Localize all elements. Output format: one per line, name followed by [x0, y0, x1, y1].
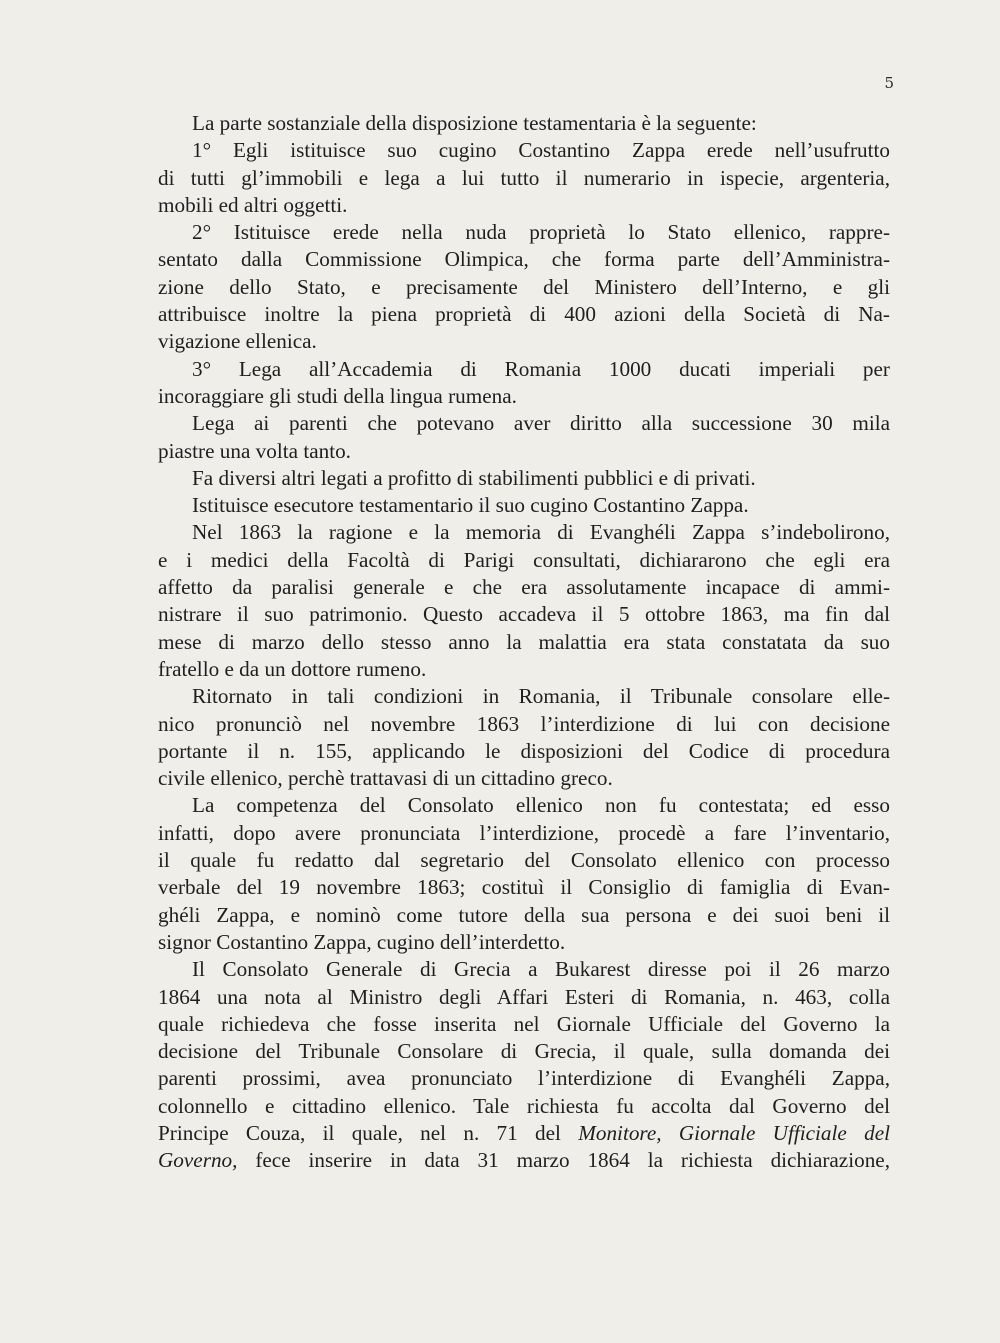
- text-line: infatti, dopo avere pronunciata l’interdizione, procedè a fare l’inventario,: [158, 820, 890, 845]
- paragraph: [158, 683, 890, 792]
- text-line: Nel 1863 la ragione e la memoria di Evanghéli Zappa s’indebolirono,: [192, 520, 890, 545]
- text-line: vigazione ellenica.: [158, 329, 317, 354]
- text-line: 3° Lega all’Accademia di Romania 1000 ducati imperiali per: [192, 356, 890, 381]
- text-line: Il Consolato Generale di Grecia a Bukarest diresse poi il 26 marzo: [192, 957, 890, 982]
- paragraph: [158, 792, 890, 956]
- text-line: La competenza del Consolato ellenico non fu contestata; ed esso: [192, 793, 890, 818]
- paragraph: [158, 519, 890, 683]
- text-line: Lega ai parenti che potevano aver diritto alla successione 30 mila: [192, 411, 890, 436]
- italic-title: Monitore, Giornale Ufficiale del: [578, 1120, 890, 1145]
- text-line: 2° Istituisce erede nella nuda proprietà lo Stato ellenico, rappre-: [192, 220, 890, 245]
- text-line: signor Costantino Zappa, cugino dell’interdetto.: [158, 929, 566, 954]
- text-line: parenti prossimi, avea pronunciato l’interdizione di Evanghéli Zappa,: [158, 1066, 890, 1091]
- text-line: e i medici della Facoltà di Parigi consultati, dichiararono che egli era: [158, 547, 890, 572]
- text-line: il quale fu redatto dal segretario del Consolato ellenico con processo: [158, 848, 890, 873]
- paragraph: [158, 110, 890, 137]
- text-line: quale richiedeva che fosse inserita nel Giornale Ufficiale del Governo la: [158, 1011, 890, 1036]
- paragraph: [158, 465, 890, 492]
- text-line: piastre una volta tanto.: [158, 438, 351, 463]
- text-line: colonnello e cittadino ellenico. Tale richiesta fu accolta dal Governo del: [158, 1093, 890, 1118]
- text-line: 1° Egli istituisce suo cugino Costantino Zappa erede nell’usufrutto: [192, 138, 890, 163]
- text-line: affetto da paralisi generale e che era assolutamente incapace di ammi-: [158, 575, 890, 600]
- text-line-mixed: [158, 1120, 890, 1147]
- text-line: zione dello Stato, e precisamente del Ministero dell’Interno, e gli: [158, 274, 890, 299]
- page-number: 5: [884, 74, 894, 92]
- text-line: ghéli Zappa, e nominò come tutore della sua persona e dei suoi beni il: [158, 902, 890, 927]
- text-line: La parte sostanziale della disposizione testamentaria è la seguente:: [192, 111, 757, 135]
- text-line: Istituisce esecutore testamentario il suo cugino Costantino Zappa.: [192, 493, 749, 518]
- text-line-mixed: [158, 1147, 890, 1174]
- text-line: civile ellenico, perchè trattavasi di un cittadino greco.: [158, 766, 613, 791]
- paragraph: [158, 356, 890, 411]
- text-line: portante il n. 155, applicando le disposizioni del Codice di procedura: [158, 738, 890, 763]
- paragraph: [158, 137, 890, 219]
- paragraph: [158, 219, 890, 355]
- text-line: fratello e da un dottore rumeno.: [158, 656, 427, 681]
- text-line: di tutti gl’immobili e lega a lui tutto il numerario in ispecie, argenteria,: [158, 165, 890, 190]
- text-line: incoraggiare gli studi della lingua rumena.: [158, 383, 517, 408]
- text-fragment: fece inserire in data 31 marzo 1864 la richiesta dichiarazione,: [237, 1148, 890, 1173]
- body-text: [158, 110, 890, 1175]
- text-line: verbale del 19 novembre 1863; costituì il Consiglio di famiglia di Evan-: [158, 875, 890, 900]
- paragraph: [158, 492, 890, 519]
- italic-title: Governo,: [158, 1148, 238, 1173]
- text-line: nico pronunciò nel novembre 1863 l’interdizione di lui con decisione: [158, 711, 890, 736]
- text-line: Fa diversi altri legati a profitto di stabilimenti pubblici e di privati.: [192, 465, 756, 490]
- text-line: decisione del Tribunale Consolare di Grecia, il quale, sulla domanda dei: [158, 1039, 890, 1064]
- text-line: sentato dalla Commissione Olimpica, che forma parte dell’Amministra-: [158, 247, 890, 272]
- text-line: mese di marzo dello stesso anno la malattia era stata constatata da suo: [158, 629, 890, 654]
- paragraph: [158, 956, 890, 1174]
- text-line: mobili ed altri oggetti.: [158, 192, 348, 217]
- text-line: Ritornato in tali condizioni in Romania, il Tribunale consolare elle-: [192, 684, 890, 709]
- paragraph: [158, 410, 890, 465]
- text-line: nistrare il suo patrimonio. Questo accadeva il 5 ottobre 1863, ma fin dal: [158, 602, 890, 627]
- text-line: attribuisce inoltre la piena proprietà di 400 azioni della Società di Na-: [158, 302, 890, 327]
- text-fragment: Principe Couza, il quale, nel n. 71 del: [158, 1120, 579, 1145]
- text-line: 1864 una nota al Ministro degli Affari Esteri di Romania, n. 463, colla: [158, 984, 890, 1009]
